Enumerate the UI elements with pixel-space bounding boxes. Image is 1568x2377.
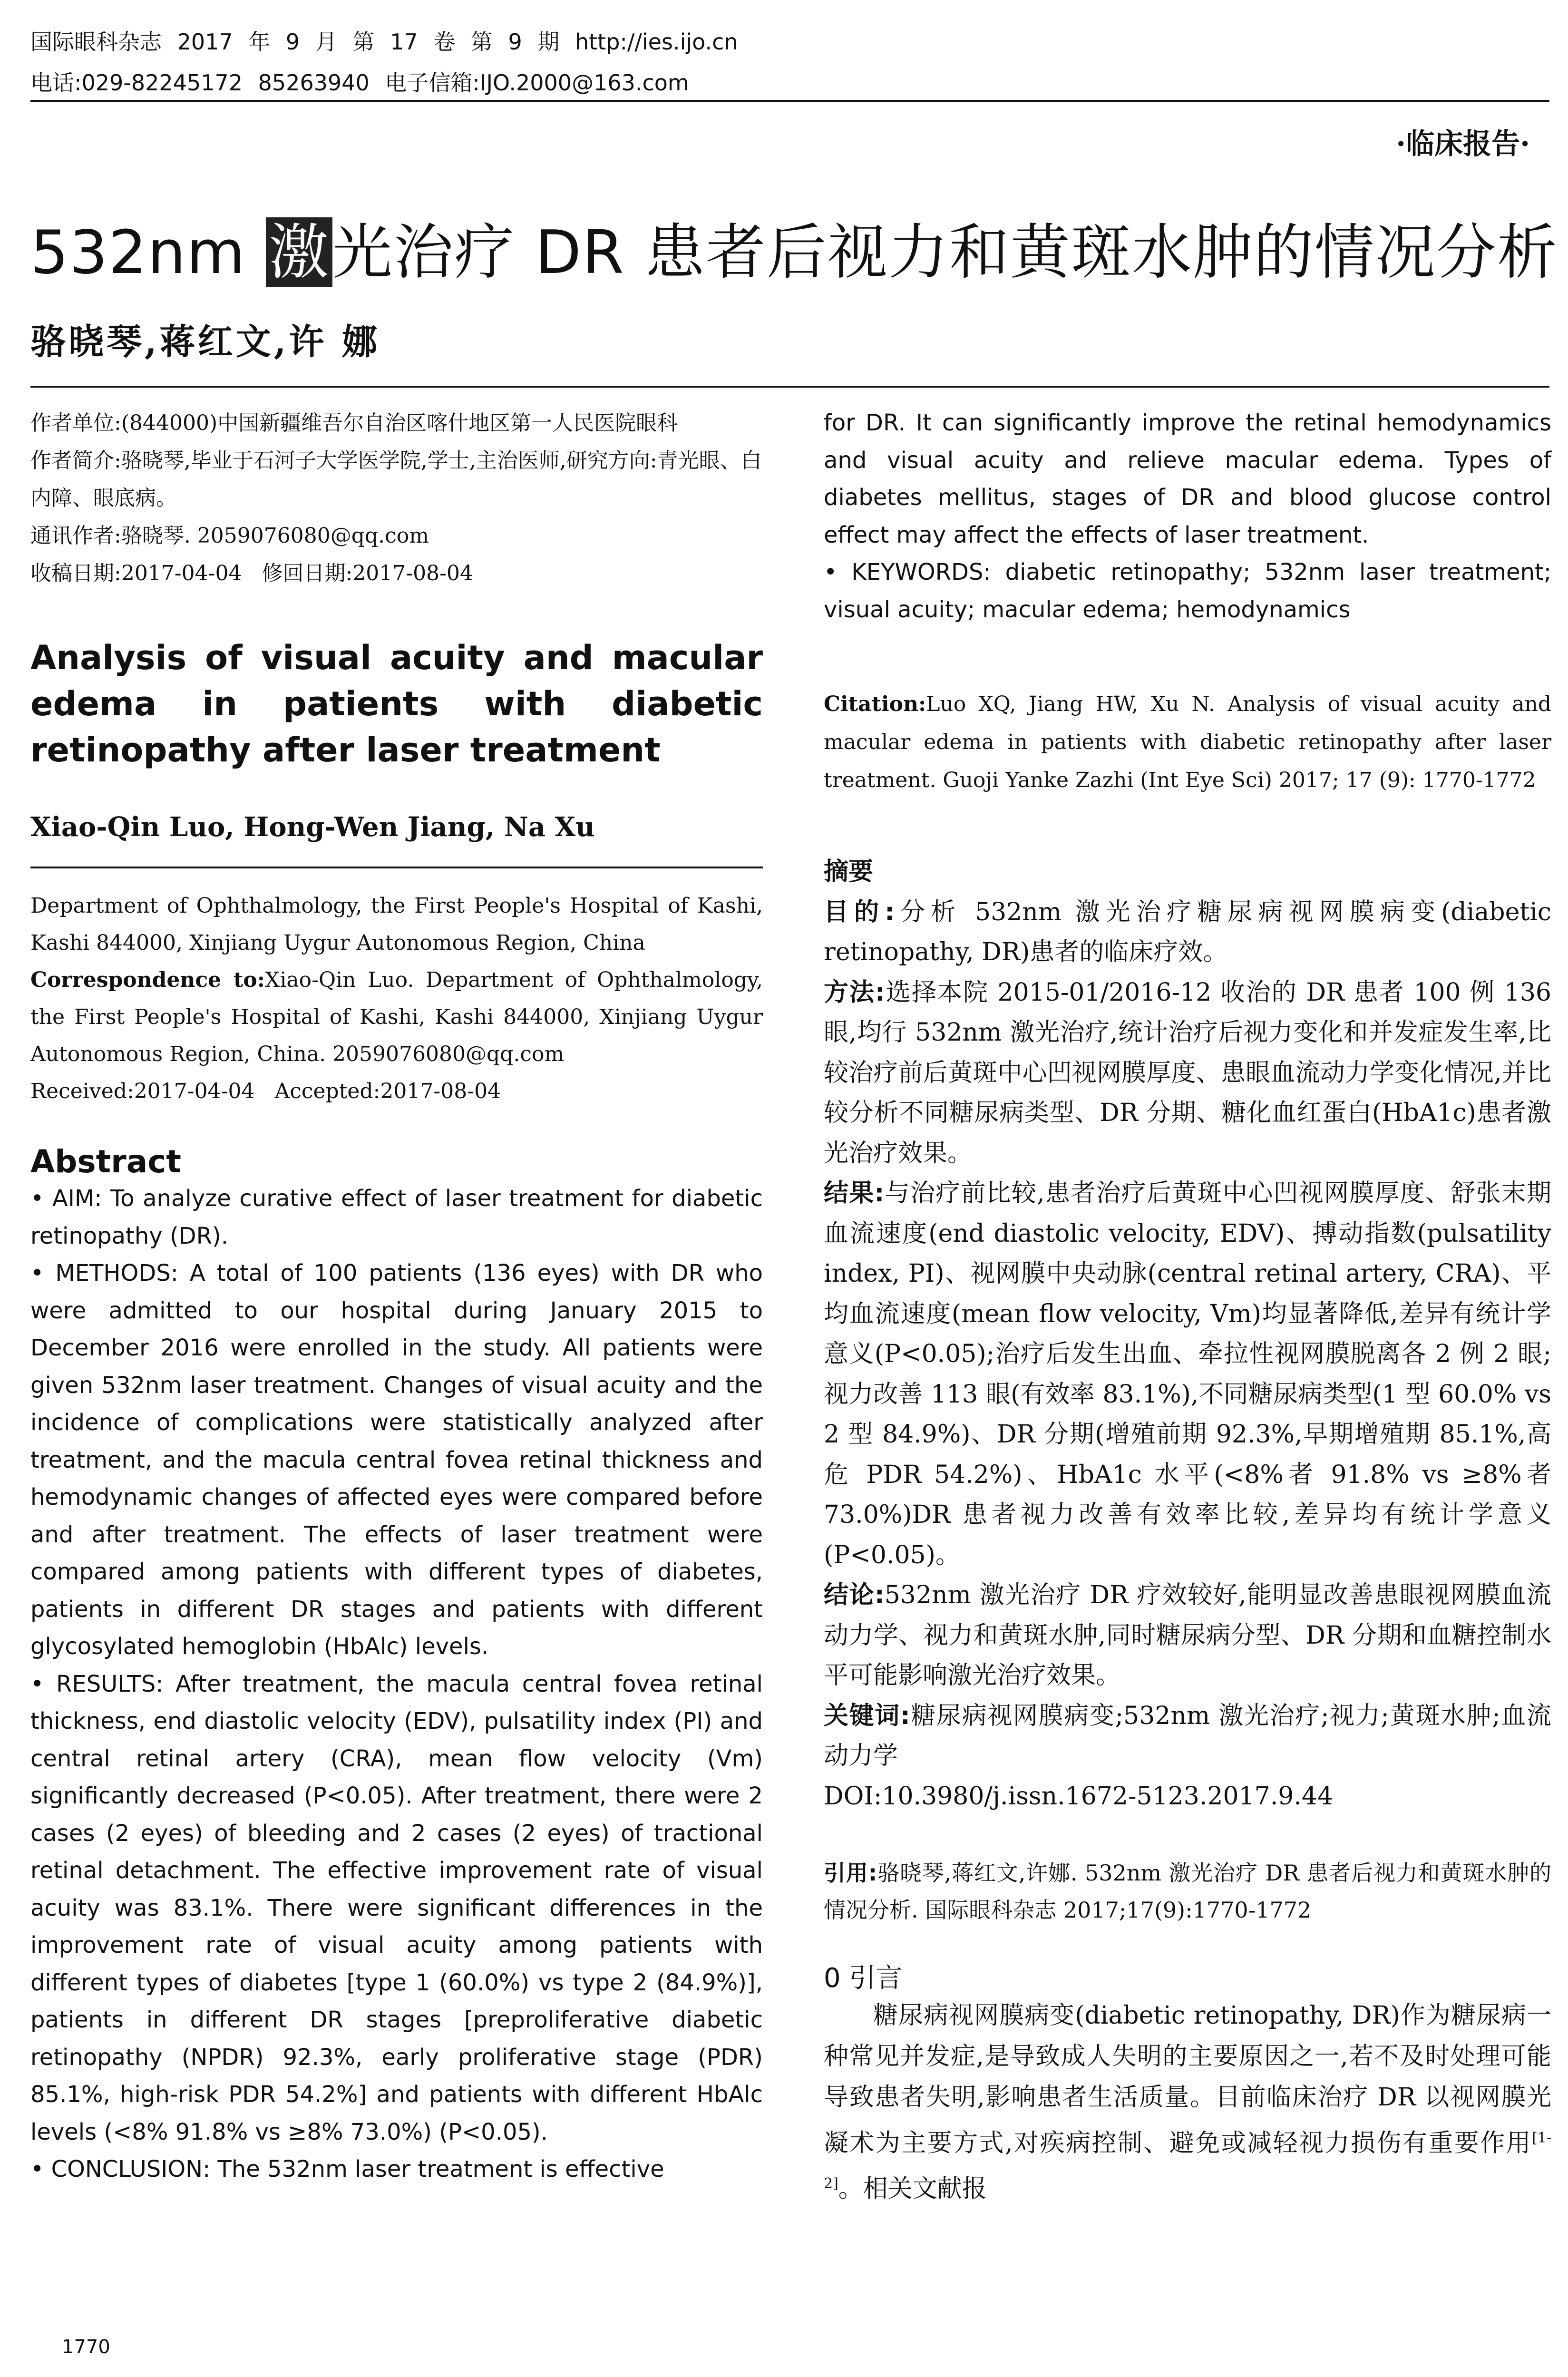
intro-ref: [1-2]: [824, 2130, 1551, 2192]
english-title-line3: retinopathy after laser treatment: [30, 731, 661, 770]
abstract-conclusion-end: for DR. It can significantly improve the retinal hemodynamics and visual acuity and relieve macular edema. Types of diabetes mellitus, stages of DR and blood glucose control effect may affect the effects of laser treatment.: [824, 409, 1551, 548]
cn-keywords: [824, 1696, 1551, 1776]
header-rule: [30, 100, 1549, 102]
journal-header-line2: 电话:029-82245172 85263940 电子信箱:IJO.2000@163.com: [30, 70, 689, 96]
affiliation-block: [30, 887, 763, 1110]
affiliation: Department of Ophthalmology, the First People's Hospital of Kashi, Kashi 844000, Xinjiang Uygur Autonomous Region, China: [30, 894, 763, 955]
abstract-results: • RESULTS: After treatment, the macula central fovea retinal thickness, end diastolic velocity (EDV), pulsatility index (PI) and central retinal artery (CRA), mean flow velocity (Vm) significantly decreased (P<0.05). After treatment, there were 2 cases (2 eyes) of bleeding and 2 cases (2 eyes) of tractional retinal detachment. The effective improvement rate of visual acuity was 83.1%. There were significant differences in the improvement rate of visual acuity among patients with different types of diabetes [type 1 (60.0%) vs type 2 (84.9%)], patients in different DR stages [preproliferative diabetic retinopathy (NPDR) 92.3%, early proliferative stage (PDR) 85.1%, high-risk PDR 54.2%] and patients with different HbAlc levels (<8% 91.8% vs ≥8% 73.0%) (P<0.05).: [30, 1670, 763, 2145]
abstract-keywords: • KEYWORDS: diabetic retinopathy; 532nm laser treatment; visual acuity; macular edema; hemodynamics: [824, 559, 1551, 623]
cn-conclusion-label: 结论:: [824, 1581, 885, 1609]
cn-methods: [824, 973, 1551, 1174]
journal-header-line1: 国际眼科杂志 2017 年 9 月 第 17 卷 第 9 期 http://ies.ijo.cn: [30, 29, 738, 55]
english-title: [30, 635, 763, 773]
left-column: [30, 404, 763, 2188]
intro-paragraph: [824, 1995, 1551, 2210]
cn-conclusion: [824, 1575, 1551, 1696]
intro-tail: 。相关文献报: [838, 2174, 987, 2203]
cn-methods-text: 选择本院 2015-01/2016-12 收治的 DR 患者 100 例 136 眼,均行 532nm 激光治疗,统计治疗后视力变化和并发症发生率,比较治疗前后黄斑中心凹视网膜厚度、患眼血流动力学变化情况,并比较分析不同糖尿病类型、DR 分期、糖化血红蛋白(HbA1c)患者激光治疗效果。: [824, 978, 1551, 1168]
intro-text: 糖尿病视网膜病变(diabetic retinopathy, DR)作为糖尿病一种常见并发症,是导致成人失明的主要原因之一,若不及时处理可能导致患者失明,影响患者生活质量。目前临床治疗 DR 以视网膜光凝术为主要方式,对疾病控制、避免或减轻视力损伤有重要作用: [824, 2001, 1551, 2158]
citation-label: Citation:: [824, 692, 926, 716]
dates-en: Received:2017-04-04 Accepted:2017-08-04: [30, 1079, 501, 1103]
page-number: 1770: [62, 2336, 110, 2358]
abstract-heading: Abstract: [30, 1143, 181, 1180]
abstract-continued: [824, 404, 1551, 628]
cn-aim-label: 目的:: [824, 897, 895, 926]
article-title: [30, 205, 1558, 291]
corresponding-author: 通讯作者:骆晓琴. 2059076080@qq.com: [30, 524, 429, 548]
section-label: ·临床报告·: [1396, 127, 1530, 161]
cn-citation-label: 引用:: [824, 1860, 877, 1886]
correspondence-text: Xiao-Qin Luo. Department of Ophthalmology, the First People's Hospital of Kashi, Kashi 844000, Xinjiang Uygur Autonomous Region, China. 2059076080@qq.com: [30, 968, 763, 1066]
title-rule: [30, 386, 1549, 388]
english-title-line1: Analysis of visual acuity and macular: [30, 638, 763, 677]
english-authors: Xiao-Qin Luo, Hong-Wen Jiang, Na Xu: [30, 811, 595, 843]
authors-cn: 骆晓琴,蒋红文,许 娜: [30, 321, 380, 362]
abstract-conclusion-start: • CONCLUSION: The 532nm laser treatment is effective: [30, 2156, 664, 2182]
correspondence: [30, 962, 763, 1073]
abstract-methods: • METHODS: A total of 100 patients (136 eyes) with DR who were admitted to our hospital during January 2015 to December 2016 were enrolled in the study. All patients were given 532nm laser treatment. Changes of visual acuity and the incidence of complications were statistically analyzed after treatment, and the macula central fovea retinal thickness and hemodynamic changes of affected eyes were compared before and after treatment. The effects of laser treatment were compared among patients with different types of diabetes, patients in different DR stages and patients with different glycosylated hemoglobin (HbAlc) levels.: [30, 1260, 763, 1660]
cn-citation-text: 骆晓琴,蒋红文,许娜. 532nm 激光治疗 DR 患者后视力和黄斑水肿的情况分析. 国际眼科杂志 2017;17(9):1770-1772: [824, 1860, 1551, 1923]
cn-methods-label: 方法:: [824, 978, 885, 1007]
cn-keywords-text: 糖尿病视网膜病变;532nm 激光治疗;视力;黄斑水肿;血流动力学: [824, 1701, 1551, 1770]
cn-abstract: [824, 852, 1551, 1816]
cn-aim: [824, 892, 1551, 973]
correspondence-label: Correspondence to:: [30, 968, 265, 992]
english-title-line2: edema in patients with diabetic: [30, 684, 763, 723]
title-highlighted-char: 激: [266, 217, 332, 287]
doi: DOI:10.3980/j.issn.1672-5123.2017.9.44: [824, 1782, 1334, 1811]
received-dates-cn: 收稿日期:2017-04-04 修回日期:2017-08-04: [30, 561, 473, 585]
author-bio: 作者简介:骆晓琴,毕业于石河子大学医学院,学士,主治医师,研究方向:青光眼、白内障、眼底病。: [30, 448, 762, 510]
cn-conclusion-text: 532nm 激光治疗 DR 疗效较好,能明显改善患眼视网膜血流动力学、视力和黄斑水肿,同时糖尿病分型、DR 分期和血糖控制水平可能影响激光治疗效果。: [824, 1581, 1552, 1690]
intro-heading: 0 引言: [824, 1963, 903, 1994]
citation-text: Luo XQ, Jiang HW, Xu N. Analysis of visual acuity and macular edema in patients with diabetic retinopathy after laser treatment. Guoji Yanke Zazhi (Int Eye Sci) 2017; 17 (9): 1770-1772: [824, 692, 1551, 792]
cn-results-label: 结果:: [824, 1179, 885, 1208]
authors-rule: [30, 867, 763, 868]
right-column: [824, 404, 1551, 2210]
abstract-body: [30, 1180, 763, 2188]
cn-aim-text: 分析 532nm 激光治疗糖尿病视网膜病变(diabetic retinopathy, DR)患者的临床疗效。: [824, 897, 1552, 966]
cn-results: [824, 1173, 1551, 1575]
title-part1: 532nm: [30, 217, 266, 287]
author-unit: 作者单位:(844000)中国新疆维吾尔自治区喀什地区第一人民医院眼科: [30, 411, 678, 435]
cn-abstract-heading: 摘要: [824, 857, 874, 886]
title-part2: 光治疗 DR 患者后视力和黄斑水肿的情况分析: [332, 217, 1558, 287]
abstract-aim: • AIM: To analyze curative effect of laser treatment for diabetic retinopathy (DR).: [30, 1185, 763, 1249]
citation-en: [824, 685, 1551, 799]
cn-results-text: 与治疗前比较,患者治疗后黄斑中心凹视网膜厚度、舒张末期血流速度(end diastolic velocity, EDV)、搏动指数(pulsatility index, PI)、视网膜中央动脉(central retinal artery, CRA)、平均血流速度(mean flow velocity, Vm)均显著降低,差异有统计学意义(P<0.05);治疗后发生出血、牵拉性视网膜脱离各 2 例 2 眼;视力改善 113 眼(有效率 83.1%),不同糖尿病类型(1 型 60.0% vs 2 型 84.9%)、DR 分期(增殖前期 92.3%,早期增殖期 85.1%,高危 PDR 54.2%)、HbA1c 水平(<8%者 91.8% vs ≥8%者 73.0%)DR 患者视力改善有效率比较,差异均有统计学意义(P<0.05)。: [824, 1179, 1552, 1569]
cn-citation: [824, 1854, 1551, 1929]
author-info: [30, 404, 763, 592]
cn-keywords-label: 关键词:: [824, 1701, 910, 1730]
